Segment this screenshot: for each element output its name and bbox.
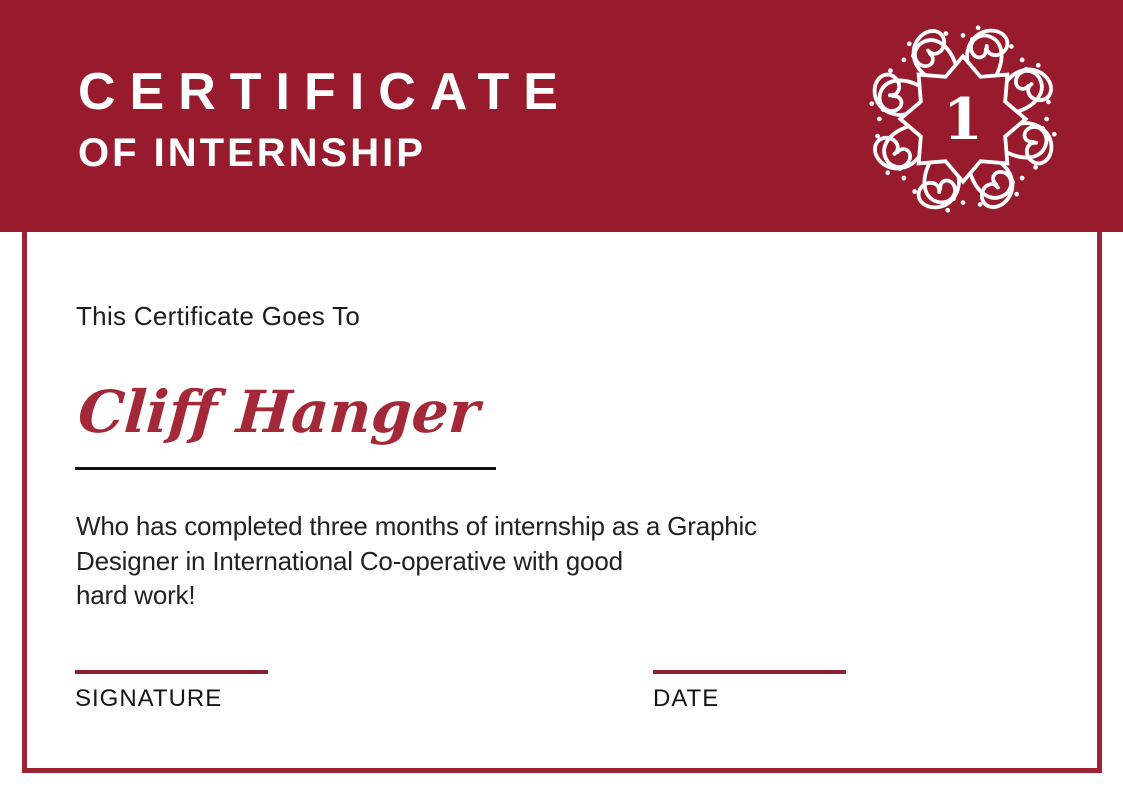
ornate-wreath-icon [868, 24, 1058, 214]
certificate-subtitle: OF INTERNSHIP [78, 131, 426, 175]
description-line: hard work! [76, 580, 196, 610]
description-line: Who has completed three months of internship as a Graphic [76, 511, 757, 541]
name-underline [75, 467, 496, 470]
signature-label: SIGNATURE [75, 685, 223, 712]
date-label: DATE [653, 685, 720, 712]
signature-block [75, 670, 268, 713]
ornament-badge [868, 24, 1058, 214]
date-block [653, 670, 846, 713]
recipient-name: Cliff Hanger [76, 378, 482, 446]
date-line [653, 670, 846, 674]
signature-line [75, 670, 268, 674]
badge-number: 1 [943, 85, 983, 153]
certificate-title: CERTIFICATE [78, 63, 572, 121]
description-line: Designer in International Co-operative with good [76, 545, 623, 576]
description [76, 509, 757, 613]
header-band [0, 0, 1123, 232]
intro-line: This Certificate Goes To [76, 301, 361, 331]
